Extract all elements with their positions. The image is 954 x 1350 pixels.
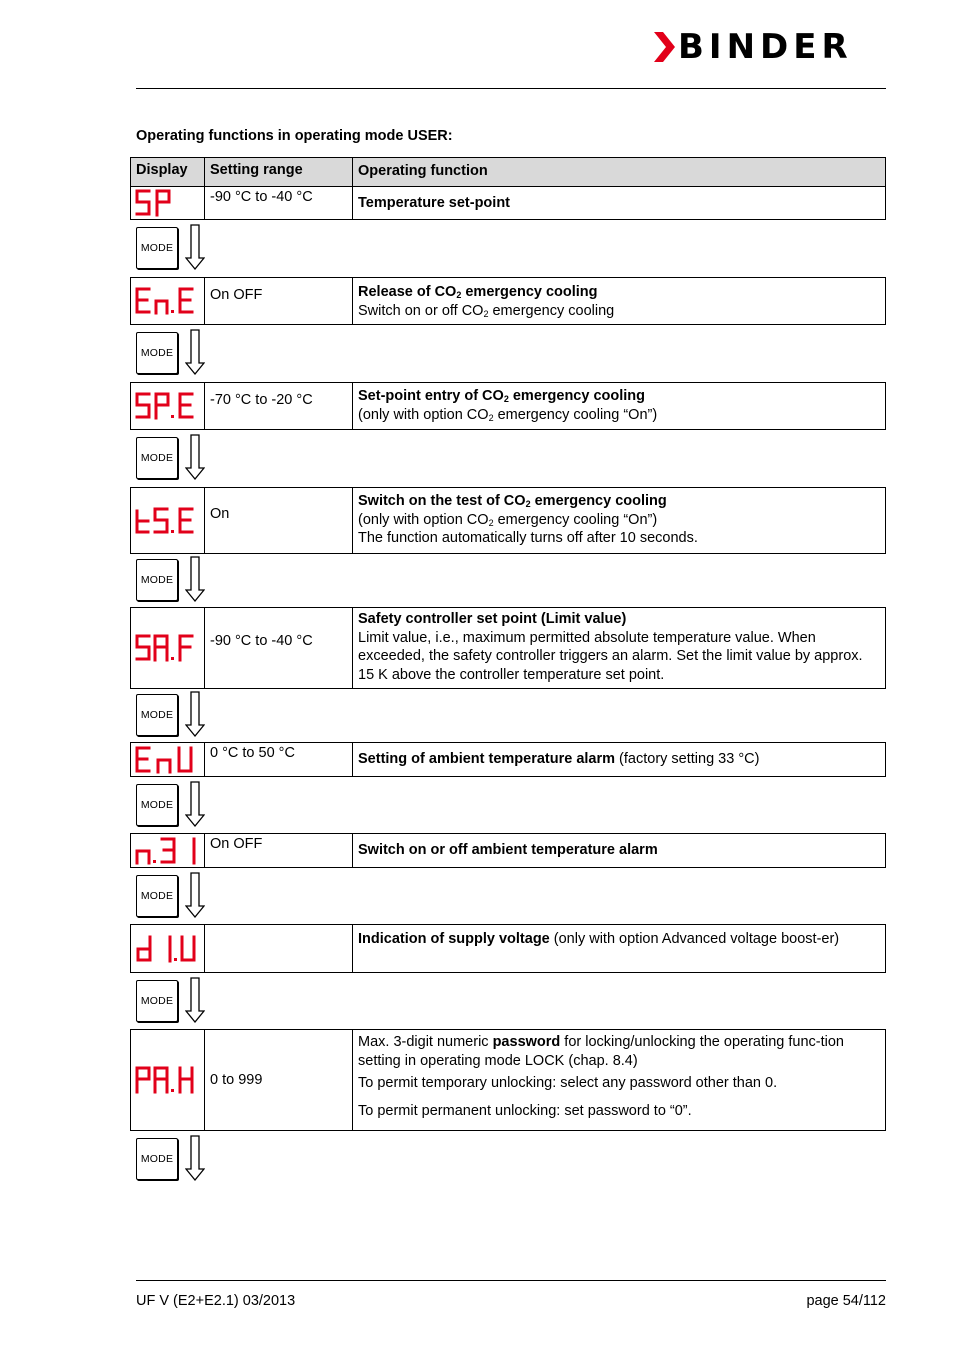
setting-range: On — [205, 488, 353, 553]
setting-range: -90 °C to -40 °C — [205, 608, 353, 688]
function-description: (only with option $CO_2$ emergency cooling “On”) — [358, 406, 658, 423]
seven-segment-display-icon — [134, 633, 202, 663]
function-description: (factory setting 33 °C) — [615, 751, 760, 768]
setting-range: 0 to 999 — [205, 1030, 353, 1130]
footer-rule — [136, 1280, 886, 1281]
mode-button-label: MODE — [140, 1153, 174, 1165]
table-row — [130, 487, 886, 554]
mode-button[interactable] — [136, 227, 178, 269]
seven-segment-display-icon — [134, 188, 202, 218]
function-title: Switch on or off ambient temperature alarm — [358, 842, 658, 859]
down-arrow-icon — [185, 329, 205, 375]
display-cell — [131, 743, 205, 776]
mode-button[interactable] — [136, 694, 178, 736]
mode-button[interactable] — [136, 875, 178, 917]
table-row — [130, 924, 886, 973]
down-arrow-icon — [185, 781, 205, 827]
function-title: Safety controller set point (Limit value) — [358, 611, 627, 627]
function-text — [353, 488, 885, 553]
setting-range: On OFF — [205, 278, 353, 324]
down-arrow-icon — [185, 691, 205, 737]
seven-segment-display-icon — [134, 1065, 202, 1095]
down-arrow-icon — [185, 434, 205, 480]
mode-button[interactable] — [136, 559, 178, 601]
function-text — [353, 278, 885, 324]
down-arrow-icon — [185, 872, 205, 918]
mode-button-label: MODE — [140, 452, 174, 464]
table-row — [130, 833, 886, 868]
display-cell — [131, 925, 205, 972]
function-note: The function automatically turns off after 10 seconds. — [358, 530, 698, 546]
function-description: Switch on or off $CO_2$ emergency cooling — [358, 302, 615, 319]
footer-doc-id: UF V (E2+E2.1) 03/2013 — [136, 1293, 296, 1309]
seven-segment-display-icon — [134, 506, 202, 536]
function-title: Temperature set-point — [358, 194, 511, 211]
setting-range: On OFF — [205, 834, 353, 867]
seven-segment-display-icon — [134, 391, 202, 421]
header-display: Display — [131, 158, 205, 186]
display-cell — [131, 278, 205, 324]
function-text — [353, 383, 885, 429]
header-operating-function: Operating function — [358, 163, 488, 179]
table-row — [130, 1029, 886, 1131]
down-arrow-icon — [185, 556, 205, 602]
brand-wordmark: BINDER — [678, 27, 853, 67]
table-row — [130, 607, 886, 689]
binder-logo-mark-icon — [654, 32, 676, 62]
function-description: (only with option $CO_2$ emergency cooling “On”) — [358, 511, 658, 528]
function-description: Limit value, i.e., maximum permitted absolute temperature value. When exceeded, the safety controller triggers an alarm. Set the limit value by approx. 15 K above the controller temperature set point. — [358, 629, 863, 683]
mode-button-label: MODE — [140, 709, 174, 721]
footer-page-number: page 54/112 — [806, 1293, 886, 1309]
section-title: Operating functions in operating mode USER: — [136, 128, 453, 144]
setting-range: -90 °C to -40 °C — [205, 187, 353, 219]
mode-button-label: MODE — [140, 995, 174, 1007]
down-arrow-icon — [185, 224, 205, 270]
mode-button[interactable] — [136, 437, 178, 479]
display-cell — [131, 1030, 205, 1130]
function-text — [353, 925, 885, 972]
mode-button[interactable] — [136, 980, 178, 1022]
function-note: To permit permanent unlocking: set password to “0”. — [358, 1102, 692, 1119]
down-arrow-icon — [185, 1135, 205, 1181]
function-title: Release of $CO_2$ emergency cooling — [358, 284, 598, 300]
mode-button-label: MODE — [140, 799, 174, 811]
display-cell — [131, 187, 205, 219]
display-cell — [131, 834, 205, 867]
mode-button[interactable] — [136, 784, 178, 826]
mode-button-label: MODE — [140, 890, 174, 902]
mode-button-label: MODE — [140, 242, 174, 254]
table-row — [130, 742, 886, 777]
seven-segment-display-icon — [134, 934, 202, 964]
function-text — [353, 1030, 885, 1130]
seven-segment-display-icon — [134, 286, 202, 316]
function-text — [353, 743, 885, 776]
setting-range: 0 °C to 50 °C — [205, 743, 353, 776]
binder-logo — [654, 27, 886, 67]
function-description: (only with option Advanced voltage boost-er) — [549, 931, 840, 947]
seven-segment-display-icon — [134, 836, 202, 866]
table-header — [130, 157, 886, 187]
function-note: To permit temporary unlocking: select any password other than 0. — [358, 1075, 778, 1091]
function-title: Set-point entry of $CO_2$ emergency cooling — [358, 388, 646, 404]
setting-range — [205, 925, 353, 972]
function-title: Switch on the test of $CO_2$ emergency cooling — [358, 493, 667, 509]
function-title: Indication of supply voltage — [358, 931, 550, 947]
mode-button-label: MODE — [140, 574, 174, 586]
mode-button-label: MODE — [140, 347, 174, 359]
mode-button[interactable] — [136, 1138, 178, 1180]
function-text — [353, 608, 885, 688]
table-row — [130, 382, 886, 430]
display-cell — [131, 383, 205, 429]
table-row — [130, 277, 886, 325]
display-cell — [131, 488, 205, 553]
header-setting-range: Setting range — [205, 158, 353, 186]
header-rule — [136, 88, 886, 89]
down-arrow-icon — [185, 977, 205, 1023]
display-cell — [131, 608, 205, 688]
setting-range: -70 °C to -20 °C — [205, 383, 353, 429]
function-description: Max. 3-digit numeric password for locking/unlocking the operating func-tion setting in operating mode LOCK (chap. 8.4) — [358, 1034, 844, 1069]
table-row — [130, 186, 886, 220]
function-title: Setting of ambient temperature alarm — [358, 751, 616, 768]
seven-segment-display-icon — [134, 745, 202, 775]
mode-button[interactable] — [136, 332, 178, 374]
